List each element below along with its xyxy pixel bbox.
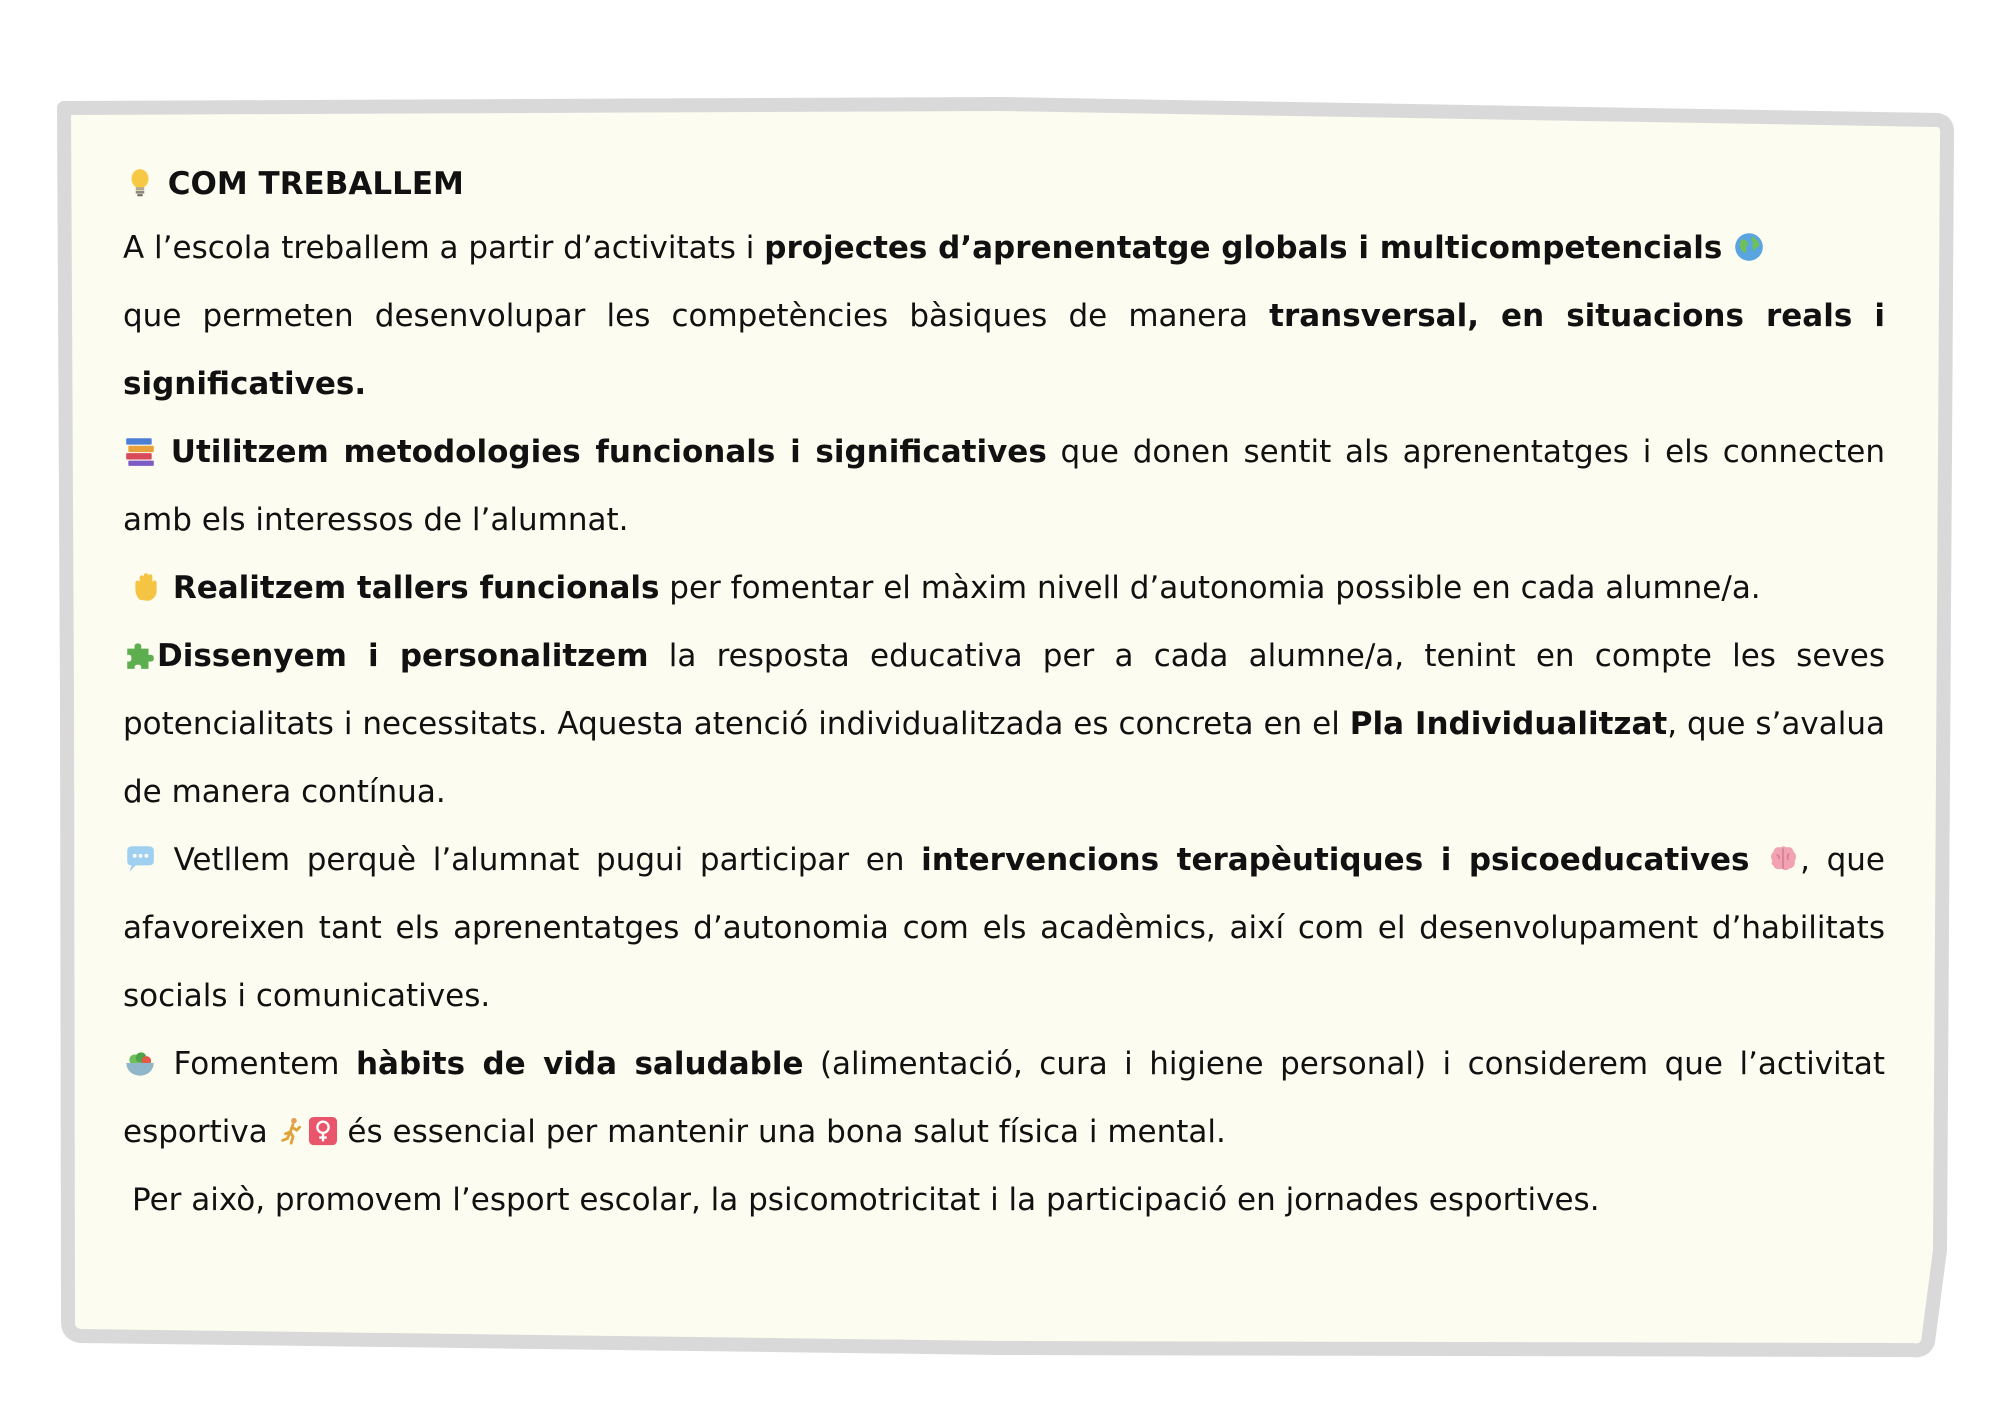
text: (alimentació, cura i higiene personal) i considerem que l’activitat esportiva xyxy=(123,1046,1885,1150)
salad-icon xyxy=(123,1046,157,1080)
bold-text: Utilitzem metodologies funcionals i significatives xyxy=(170,434,1047,470)
text: Fomentem xyxy=(157,1046,356,1082)
puzzle-icon xyxy=(123,638,157,672)
bold-text: intervencions terapèutiques i psicoeducatives xyxy=(921,842,1750,878)
running-person-icon xyxy=(278,1116,308,1146)
text: Per això, promovem l’esport escolar, la psicomotricitat i la participació en jornades esportives. xyxy=(132,1182,1600,1218)
globe-icon xyxy=(1732,230,1766,264)
text: Vetllem perquè l’alumnat pugui participar en xyxy=(157,842,922,878)
paragraph-personalization xyxy=(123,622,1885,826)
paragraph-sports xyxy=(123,1166,1885,1234)
speech-bubble-icon xyxy=(123,842,157,876)
text: A l’escola treballem a partir d’activitats i xyxy=(123,230,765,266)
text: que donen sentit als aprenentatges i els connecten amb els interessos de l’alumnat. xyxy=(123,434,1885,538)
paragraph-projects xyxy=(123,214,1885,282)
bold-text: projectes d’aprenentatge globals i multicompetencials xyxy=(764,230,1723,266)
text: per fomentar el màxim nivell d’autonomia possible en cada alumne/a. xyxy=(659,570,1761,606)
female-sign-icon xyxy=(308,1116,338,1146)
raised-hand-icon xyxy=(129,570,163,604)
text: , que afavoreixen tant els aprenentatges d’autonomia com els acadèmics, així com el desenvolupament d’habilitats socials i comunicatives. xyxy=(123,842,1886,1014)
bold-text: Dissenyem i personalitzem xyxy=(157,638,649,674)
text: , que s’avalua de manera contínua. xyxy=(123,706,1885,810)
text: que permeten desenvolupar les competències bàsiques de manera xyxy=(123,298,1270,334)
card-content xyxy=(123,154,1885,1234)
text: és essencial per mantenir una bona salut física i mental. xyxy=(337,1114,1226,1150)
paragraph-competencies xyxy=(123,282,1885,418)
paragraph-methodologies xyxy=(123,418,1885,554)
bold-text: hàbits de vida saludable xyxy=(355,1046,804,1082)
page-title: COM TREBALLEM xyxy=(167,166,464,202)
section-heading xyxy=(123,154,1885,214)
bold-text: Pla Individualitzat xyxy=(1349,706,1668,742)
lightbulb-icon xyxy=(123,166,157,200)
books-icon xyxy=(123,434,157,468)
paragraph-workshops xyxy=(123,554,1885,622)
bold-text: transversal, en situacions reals i significatives. xyxy=(123,298,1885,402)
paragraph-interventions xyxy=(123,826,1885,1030)
bold-text: Realitzem tallers funcionals xyxy=(172,570,660,606)
brain-icon xyxy=(1766,842,1800,876)
paragraph-healthy-habits xyxy=(123,1030,1885,1166)
text: la resposta educativa per a cada alumne/a, tenint en compte les seves potencialitats i necessitats. Aquesta atenció individualitzada es concreta en el xyxy=(123,638,1885,742)
